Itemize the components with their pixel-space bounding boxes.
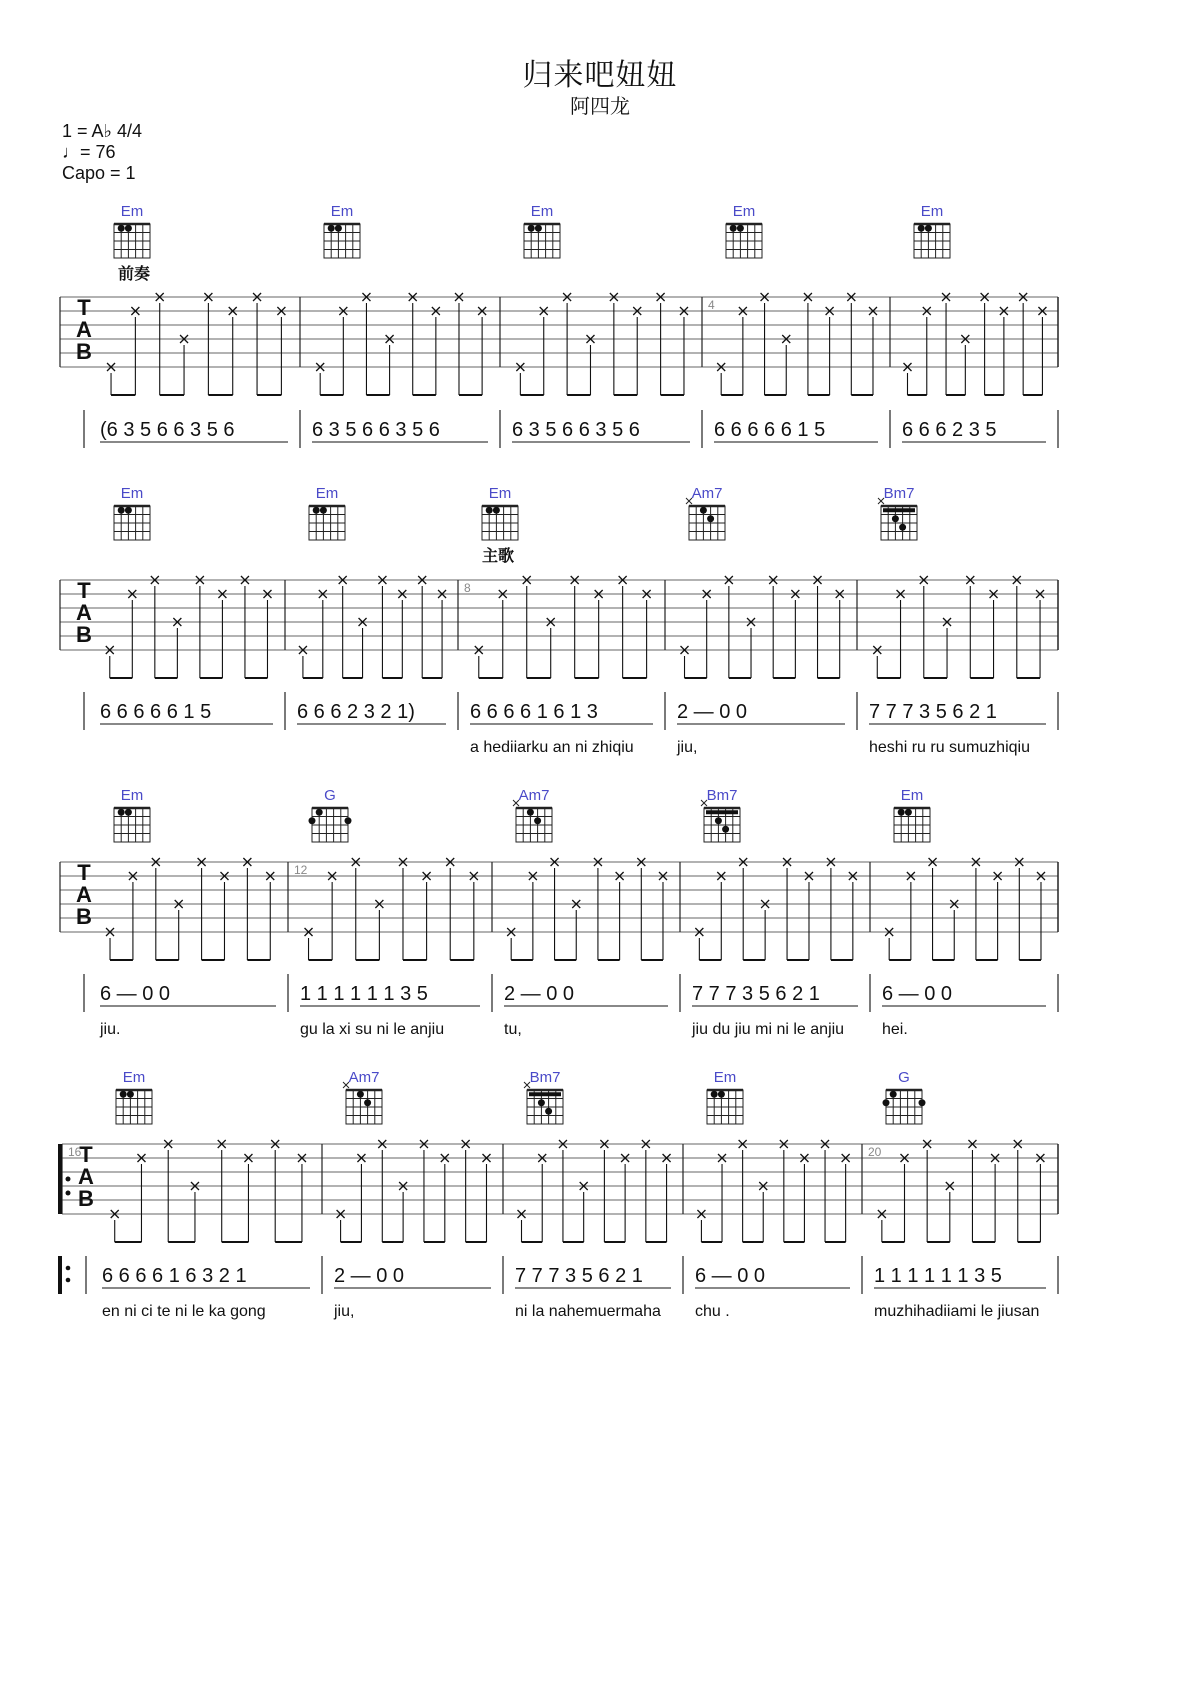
- chord-name: Em: [713, 1069, 737, 1086]
- tab-measure: [518, 1140, 671, 1242]
- tab-clef-letter: A: [76, 600, 92, 625]
- jianpu-notes: 7 7 7 3 5 6 2 1: [692, 983, 820, 1005]
- chord-diagram-bm7: [701, 787, 740, 842]
- lyric-text: jiu,: [334, 1303, 355, 1320]
- lyric-text: jiu,: [677, 739, 698, 756]
- bar-number: 12: [294, 863, 308, 877]
- jianpu-notes: 1 1 1 1 1 1 3 5: [874, 1265, 1002, 1287]
- tab-clef-letter: B: [76, 339, 92, 364]
- jianpu-notes: 6 — 0 0: [695, 1265, 766, 1287]
- chord-name: Bm7: [706, 787, 738, 804]
- chord-name: Em: [120, 787, 144, 804]
- tab-clef-letter: B: [76, 904, 92, 929]
- tab-clef-letter: B: [78, 1186, 94, 1211]
- tab-clef-letter: T: [77, 295, 91, 320]
- chord-diagram-am7: [343, 1069, 382, 1124]
- jianpu-notes: 2 — 0 0: [334, 1265, 405, 1287]
- chord-diagram-em: [524, 203, 560, 258]
- jianpu-notes: 6 6 6 6 1 6 3 2 1: [102, 1265, 247, 1287]
- chord-name: Em: [900, 787, 924, 804]
- chord-name: Em: [315, 485, 339, 502]
- chord-name: Bm7: [529, 1069, 561, 1086]
- chord-diagram-g: [883, 1069, 926, 1124]
- chord-diagram-em: [726, 203, 762, 258]
- chord-name: Em: [530, 203, 554, 220]
- jianpu-notes: 6 — 0 0: [882, 983, 953, 1005]
- chord-diagram-em: [309, 485, 345, 540]
- chord-name: Am7: [348, 1069, 380, 1086]
- tab-clef-letter: A: [78, 1164, 94, 1189]
- jianpu-notes: 7 7 7 3 5 6 2 1: [515, 1265, 643, 1287]
- chord-diagram-em: [114, 485, 150, 540]
- key-signature: 1 = A♭ 4/4: [62, 121, 143, 141]
- chord-diagram-em: [914, 203, 950, 258]
- jianpu-notes: 2 — 0 0: [677, 701, 748, 723]
- tab-measure: [697, 1140, 849, 1242]
- chord-name: Bm7: [883, 485, 915, 502]
- tab-measure: [903, 293, 1046, 395]
- lyric-text: heshi ru ru sumuzhiqiu: [869, 739, 1030, 756]
- tab-clef-letter: T: [79, 1142, 93, 1167]
- jianpu-notes: 6 — 0 0: [100, 983, 171, 1005]
- lyric-text: chu .: [695, 1303, 730, 1320]
- chord-diagram-am7: [686, 485, 725, 540]
- jianpu-notes: 2 — 0 0: [504, 983, 575, 1005]
- jianpu-notes: 1 1 1 1 1 1 3 5: [300, 983, 428, 1005]
- chord-name: Am7: [518, 787, 550, 804]
- bar-number: 8: [464, 581, 471, 595]
- jianpu-notes: (6 3 5 6 6 3 5 6: [100, 419, 235, 441]
- tab-measure: [337, 1140, 491, 1242]
- chord-diagram-g: [309, 787, 352, 842]
- section-label-intro: 前奏: [117, 264, 151, 283]
- tab-clef-letter: B: [76, 622, 92, 647]
- tab-measure: [107, 293, 285, 395]
- lyric-text: ni la nahemuermaha: [515, 1303, 661, 1320]
- capo-marking: Capo = 1: [62, 163, 136, 183]
- chord-diagram-em: [707, 1069, 743, 1124]
- tab-clef-letter: A: [76, 317, 92, 342]
- system-4: [60, 1142, 1058, 1320]
- tab-measure: [878, 1140, 1045, 1242]
- system-1: [60, 295, 1058, 448]
- chord-name: Em: [330, 203, 354, 220]
- chord-diagram-em: [114, 203, 150, 258]
- chord-name: Em: [120, 485, 144, 502]
- tab-measure: [299, 576, 446, 678]
- jianpu-notes: 6 6 6 2 3 5: [902, 419, 997, 441]
- bar-number: 20: [868, 1145, 882, 1159]
- chord-diagram-em: [116, 1069, 152, 1124]
- tab-clef-letter: A: [76, 882, 92, 907]
- chord-name: Em: [120, 203, 144, 220]
- lyric-text: muzhihadiiami le jiusan: [874, 1303, 1040, 1320]
- chord-name: G: [324, 787, 336, 804]
- tab-measure: [106, 858, 274, 960]
- bar-number: 4: [708, 298, 715, 312]
- lyric-text: a hediiarku an ni zhiqiu: [470, 739, 634, 756]
- jianpu-notes: 6 6 6 2 3 2 1): [297, 701, 415, 723]
- chord-name: Am7: [691, 485, 723, 502]
- tempo-marking: ♩= 76: [62, 142, 116, 162]
- lyric-text: en ni ci te ni le ka gong: [102, 1303, 266, 1320]
- jianpu-notes: 6 6 6 6 1 6 1 3: [470, 701, 598, 723]
- song-title: 归来吧妞妞: [522, 59, 678, 92]
- tab-clef-letter: T: [77, 860, 91, 885]
- system-2: [60, 578, 1058, 756]
- chord-diagram-em: [114, 787, 150, 842]
- tab-measure: [885, 858, 1045, 960]
- tab-measure: [507, 858, 667, 960]
- chord-name: Em: [920, 203, 944, 220]
- chord-diagram-em: [324, 203, 360, 258]
- lyric-text: hei.: [882, 1021, 908, 1038]
- tab-measure: [516, 293, 688, 395]
- jianpu-notes: 7 7 7 3 5 6 2 1: [869, 701, 997, 723]
- tab-measure: [305, 858, 478, 960]
- tab-measure: [316, 293, 486, 395]
- bar-number: 16: [68, 1145, 82, 1159]
- tab-measure: [873, 576, 1044, 678]
- tab-measure: [106, 576, 272, 678]
- lyric-text: jiu.: [100, 1021, 121, 1038]
- lyric-text: jiu du jiu mi ni le anjiu: [692, 1021, 845, 1038]
- chord-name: Em: [732, 203, 756, 220]
- jianpu-notes: 6 3 5 6 6 3 5 6: [312, 419, 440, 441]
- tab-clef-letter: T: [77, 578, 91, 603]
- chord-diagram-am7: [513, 787, 552, 842]
- tab-measure: [475, 576, 651, 678]
- song-artist: 阿四龙: [570, 96, 630, 118]
- tab-measure: [111, 1140, 306, 1242]
- tab-measure: [717, 293, 877, 395]
- jianpu-notes: 6 6 6 6 6 1 5: [714, 419, 826, 441]
- chord-name: Em: [122, 1069, 146, 1086]
- chord-name: Em: [488, 485, 512, 502]
- section-label-verse: 主歌: [481, 546, 515, 565]
- jianpu-notes: 6 6 6 6 6 1 5: [100, 701, 212, 723]
- chord-diagram-bm7: [524, 1069, 563, 1124]
- system-3: [60, 860, 1058, 1038]
- tab-measure: [695, 858, 856, 960]
- chord-diagram-em: [894, 787, 930, 842]
- chord-name: G: [898, 1069, 910, 1086]
- chord-diagram-bm7: [878, 485, 917, 540]
- chord-diagram-em: [482, 485, 518, 540]
- tab-measure: [681, 576, 844, 678]
- jianpu-notes: 6 3 5 6 6 3 5 6: [512, 419, 640, 441]
- lyric-text: tu,: [504, 1021, 522, 1038]
- lyric-text: gu la xi su ni le anjiu: [300, 1021, 445, 1038]
